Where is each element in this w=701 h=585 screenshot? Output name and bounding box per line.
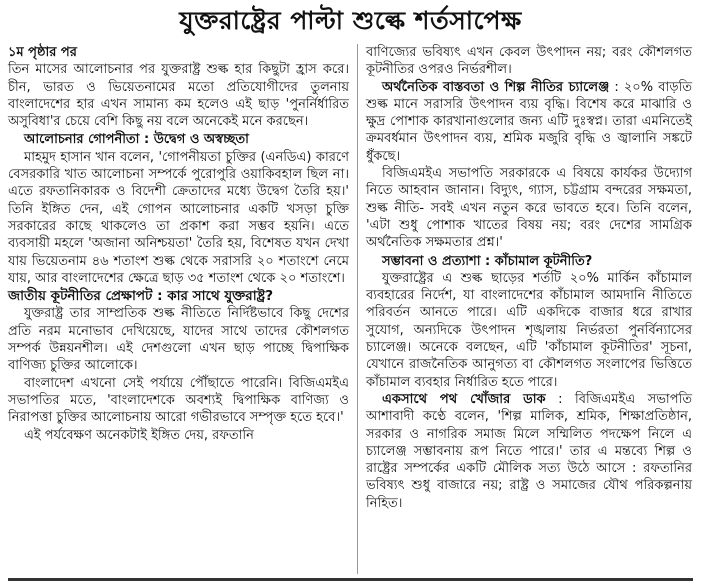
section-body-economy: বিজিএমইএ সভাপতি সরকারকে এ বিষয়ে কার্যকর উদ্যোগ নিতে আহবান জানান। বিদ্যুৎ, গ্যাস, চট্টগ্রাম বন্দরের সক্ষমতা, শুল্ক নীতি- সবই এখন নতুন করে ভাবতে হবে। তিনি বলেন, 'এটা শুধু পোশাক খাতের বিষয় নয়; বরং দেশের সামগ্রিক অর্থনৈতিক সক্ষমতার প্রশ্ন।': [366, 166, 692, 251]
section-heading-raw-material: সম্ভাবনা ও প্রত্যাশা : কাঁচামাল কূটনীতি?: [382, 253, 593, 269]
section-heading-economy: অর্থনৈতিক বাস্তবতা ও শিল্প নীতির চ্যালেঞ্জ: [382, 79, 610, 95]
section-lead-economy: : ২০% বাড়তি শুল্ক মানে সরাসরি উৎপাদন ব্যয় বৃদ্ধি। বিশেষ করে মাঝারি ও ক্ষুদ্র পোশাক কারখানাগুলোর জন্য এটি দুঃস্বপ্ন। তারা এমনিতেই ক্রমবর্ধমান উৎপাদন ব্যয়, শ্রমিক মজুরি বৃদ্ধি ও জ্বালানি সঙ্কটে ধুঁকছে।: [366, 79, 692, 164]
section-body-diplomacy: যুক্তরাষ্ট্র তার সাম্প্রতিক শুল্ক নীতিতে নির্দিষ্টভাবে কিছু দেশের প্রতি নরম মনোভাব দেখিয়েছে, যাদের সাথে তাদের কৌশলগত সম্পর্ক উন্নয়নশীল। এই দেশগুলো এখন ছাড় পাচ্ছে দ্বিপাক্ষিক বাণিজ্য চুক্তির আলোকে।: [8, 306, 349, 374]
section-body-raw-material: যুক্তরাষ্ট্রের এ শুল্ক ছাড়ের শর্তটি ২০% মার্কিন কাঁচামাল ব্যবহারের নির্দেশ, যা বাংলাদেশের কাঁচামাল আমদানি নীতিতে পরিবর্তন আনতে পারে। এটি একদিকে বাজার ধরে রাখার সুযোগ, অন্যদিকে উৎপাদন শৃঙ্খলায় নির্ভরতা পুনর্বিন্যাসের চ্যালেঞ্জ। অনেকে বলছেন, এটি 'কাঁচামাল কূটনীতির' সূচনা, যেখানে রাজনৈতিক আনুগত্য বা কৌশলগত সংলাপের ভিত্তিতে কাঁচামাল ব্যবহার নির্ধারিত হতে পারে।: [366, 270, 692, 390]
section-body-diplomacy-2: বাংলাদেশ এখনো সেই পর্যায়ে পৌঁছাতে পারেনি। বিজিএমইএ সভাপতির মতে, 'বাংলাদেশকে অবশ্যই দ্বিপাক্ষিক বাণিজ্য ও নিরাপত্তা চুক্তির আলোচনায় আরো গভীরভাবে সম্পৃক্ত হতে হবে।': [8, 375, 349, 426]
left-column: [8, 44, 349, 444]
section-heading-together: একসাথে পথ খোঁজার ডাক: [382, 391, 546, 407]
continued-kicker: ১ম পৃষ্ঠার পর: [8, 45, 77, 60]
section-body-secrecy: মাহমুদ হাসান খান বলেন, 'গোপনীয়তা চুক্তির (এনডিএ) কারণে বেসরকারি খাত আলোচনা সম্পর্কে পুরোপুরি ওয়াকিবহাল ছিল না। এতে রফতানিকারক ও বিদেশী ক্রেতাদের মধ্যে উদ্বেগ তৈরি হয়।' তিনি ইঙ্গিত দেন, এই গোপন আলোচনার একটি খসড়া চুক্তি সরকারের কাছে থাকলেও তা প্রকাশ করা সম্ভব হয়নি। এতে ব্যবসায়ী মহলে 'অজানা অনিশ্চয়তা' তৈরি হয়, বিশেষত যখন দেখা যায় ভিয়েতনাম ৪৬ শতাংশ শুল্ক থেকে সরাসরি ২০ শতাংশে নেমে যায়, আর বাংলাদেশের ক্ষেত্রে ছাড় ৩৫ শতাংশ থেকে ২০ শতাংশে।: [8, 149, 349, 286]
section-heading-diplomacy: জাতীয় কূটনীতির প্রেক্ষাপট : কার সাথে যুক্তরাষ্ট্র?: [8, 288, 274, 305]
section-paragraph-together: [366, 391, 692, 512]
section-lead-together: : বিজিএমইএ সভাপতি আশাবাদী কণ্ঠে বলেন, 'শিল্প মালিক, শ্রমিক, শিক্ষাপ্রতিষ্ঠান, সরকার ও নাগরিক সমাজ মিলে সম্মিলিত পদক্ষেপ নিলে এ চ্যালেঞ্জ সম্ভাবনায় রূপ নিতে পারে।' তার এ মন্তব্যে শিল্প ও রাষ্ট্রের সম্পর্কের একটি মৌলিক সত্য উঠে আসে : রফতানির ভবিষ্যৎ শুধু বাজারে নয়; রাষ্ট্র ও সমাজের যৌথ পরিকল্পনায় নিহিত।: [366, 391, 692, 511]
right-column: [366, 44, 692, 512]
intro-paragraph: [8, 44, 349, 61]
continuation-paragraph: বাণিজ্যের ভবিষ্যৎ এখন কেবল উৎপাদন নয়; বরং কৌশলগত কূটনীতির ওপরও নির্ভরশীল।: [366, 45, 692, 78]
column-divider: [357, 44, 358, 574]
section-heading-secrecy: আলোচনার গোপনীতা : উদ্বেগ ও অস্বচ্ছতা: [24, 132, 249, 148]
headline: যুক্তরাষ্ট্রের পাল্টা শুল্কে শর্তসাপেক্ষ: [179, 6, 522, 35]
intro-body: তিন মাসের আলোচনার পর যুক্তরাষ্ট্র শুল্ক হার কিছুটা হ্রাস করে। চীন, ভারত ও ভিয়েতনামের মতো প্রতিযোগীদের তুলনায় বাংলাদেশের হার এখন সামান্য কম হলেও এই ছাড় 'পুনর্নির্ধারিত অসুবিধা'র চেয়ে বেশি কিছু নয় বলে অনেকেই মনে করছেন।: [8, 62, 349, 130]
footer-rule: [8, 578, 693, 581]
section-body-diplomacy-3: এই পর্যবেক্ষণ অনেকটাই ইঙ্গিত দেয়, রফতানি: [24, 427, 254, 443]
section-paragraph-economy: [366, 79, 692, 165]
